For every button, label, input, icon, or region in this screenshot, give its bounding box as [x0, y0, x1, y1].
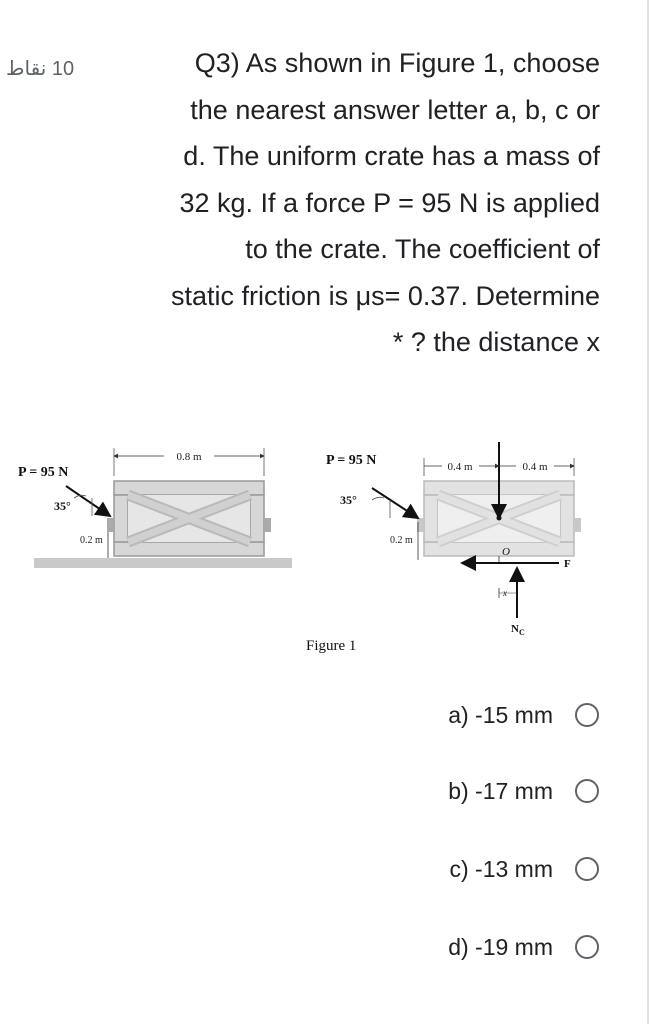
- option-a[interactable]: [448, 690, 599, 740]
- left-crate: [107, 481, 271, 556]
- friction-label: F: [564, 558, 571, 570]
- half-width-left-label: 0.4 m: [447, 461, 473, 473]
- half-width-right-label: 0.4 m: [522, 461, 548, 473]
- points-label: 10 نقاط: [6, 58, 75, 80]
- option-d[interactable]: [448, 922, 599, 972]
- question-line: * ? the distance x: [392, 327, 600, 357]
- question-line: 32 kg. If a force P = 95 N is applied: [179, 187, 600, 218]
- left-angle-label: 35°: [54, 499, 71, 513]
- figure-caption: Figure 1: [306, 638, 357, 654]
- option-label: d) -19 mm: [448, 933, 553, 960]
- option-c[interactable]: [450, 844, 600, 894]
- origin-label: O: [502, 546, 510, 558]
- question-line: d. The uniform crate has a mass of: [183, 141, 600, 171]
- question-line: to the crate. The coefficient of: [245, 234, 600, 264]
- normal-label-main: N: [511, 623, 519, 635]
- option-label: a) -15 mm: [448, 701, 553, 728]
- right-height-label: 0.2 m: [390, 535, 413, 546]
- left-width-label: 0.8 m: [176, 451, 202, 463]
- right-force-label: P = 95 N: [326, 453, 377, 468]
- question-line: the nearest answer letter a, b, c or: [190, 94, 600, 125]
- radio-button[interactable]: [575, 935, 599, 959]
- left-crate-diagram: [18, 448, 292, 568]
- x-label: x: [503, 588, 507, 598]
- radio-button[interactable]: [575, 703, 599, 727]
- right-force-arrow: [372, 488, 418, 518]
- option-label: b) -17 mm: [448, 777, 553, 804]
- figure-diagram: [14, 436, 600, 666]
- left-force-arrow: [66, 486, 110, 516]
- question-line: static friction is μs= 0.37. Determine: [171, 280, 600, 311]
- right-crate-diagram: [326, 442, 581, 637]
- normal-label-sub: C: [518, 628, 525, 637]
- radio-button[interactable]: [575, 779, 599, 803]
- radio-button[interactable]: [575, 857, 599, 881]
- option-label: c) -13 mm: [449, 855, 553, 882]
- left-force-label: P = 95 N: [18, 465, 69, 480]
- right-angle-label: 35°: [340, 493, 357, 507]
- question-line: Q3) As shown in Figure 1, choose: [194, 48, 600, 78]
- option-b[interactable]: [448, 766, 599, 816]
- normal-label: [511, 623, 525, 637]
- left-height-label: 0.2 m: [80, 535, 103, 546]
- ground: [34, 558, 292, 568]
- question-text: [80, 40, 600, 366]
- figure-1: [14, 436, 600, 666]
